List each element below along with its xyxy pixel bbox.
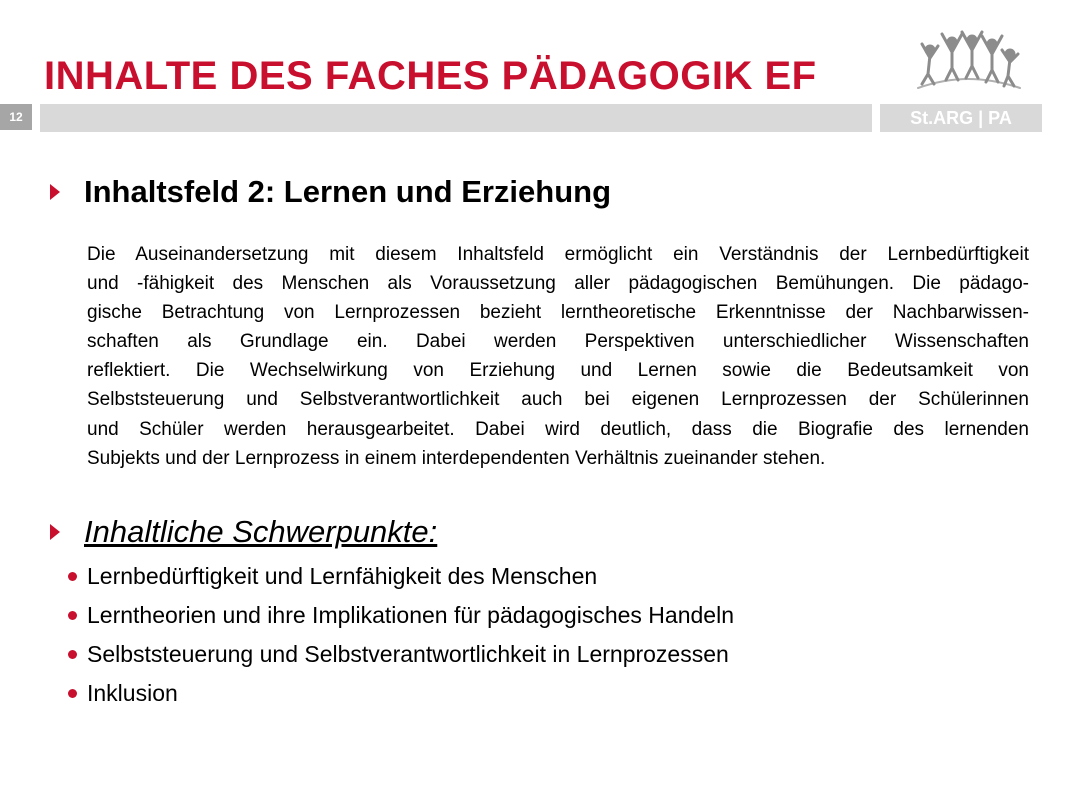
triangle-right-icon (50, 524, 60, 540)
paragraph-line: gische Betrachtung von Lernprozessen bezieht lerntheoretische Erkenntnisse der Nachbarwissen- (87, 302, 1029, 324)
school-tag: St.ARG | PA (880, 104, 1042, 132)
bullet-dot-icon (68, 689, 77, 698)
list-item (66, 675, 734, 714)
header-bar (40, 104, 872, 132)
focus-list (66, 558, 734, 714)
page-number-badge: 12 (0, 104, 32, 130)
list-item-label: Selbststeuerung und Selbstverantwortlichkeit in Lernprozessen (87, 641, 729, 667)
section-heading-schwerpunkte: Inhaltliche Schwerpunkte: (84, 514, 438, 549)
paragraph-line: Selbststeuerung und Selbstverantwortlichkeit auch bei eigenen Lernprozessen der Schülerinnen (87, 389, 1029, 411)
paragraph-line: schaften als Grundlage ein. Dabei werden Perspektiven unterschiedlicher Wissenschaften (87, 331, 1029, 353)
page-title: INHALTE DES FACHES PÄDAGOGIK EF (44, 54, 817, 98)
list-item-label: Lerntheorien und ihre Implikationen für pädagogisches Handeln (87, 602, 734, 628)
list-item-label: Lernbedürftigkeit und Lernfähigkeit des Menschen (87, 563, 598, 589)
paragraph-line: Subjekts und der Lernprozess in einem interdependenten Verhältnis zueinander stehen. (87, 447, 826, 469)
bullet-dot-icon (68, 572, 77, 581)
paragraph-line: reflektiert. Die Wechselwirkung von Erziehung und Lernen sowie die Bedeutsamkeit von (87, 360, 1029, 382)
description-paragraph (87, 240, 1029, 473)
paragraph-line: Die Auseinandersetzung mit diesem Inhaltsfeld ermöglicht ein Verständnis der Lernbedürftigkeit (87, 244, 1029, 265)
paragraph-line: und Schüler werden herausgearbeitet. Dabei wird deutlich, dass die Biografie des lernenden (87, 418, 1029, 440)
bullet-dot-icon (68, 650, 77, 659)
list-item (66, 558, 734, 597)
list-item-label: Inklusion (87, 680, 178, 706)
section-heading-inhaltsfeld: Inhaltsfeld 2: Lernen und Erziehung (84, 174, 612, 209)
list-item (66, 636, 734, 675)
bullet-dot-icon (68, 611, 77, 620)
school-logo-icon (912, 24, 1024, 96)
paragraph-line: und -fähigkeit des Menschen als Voraussetzung aller pädagogischen Bemühungen. Die pädago- (87, 273, 1029, 295)
list-item (66, 597, 734, 636)
triangle-right-icon (50, 184, 60, 200)
